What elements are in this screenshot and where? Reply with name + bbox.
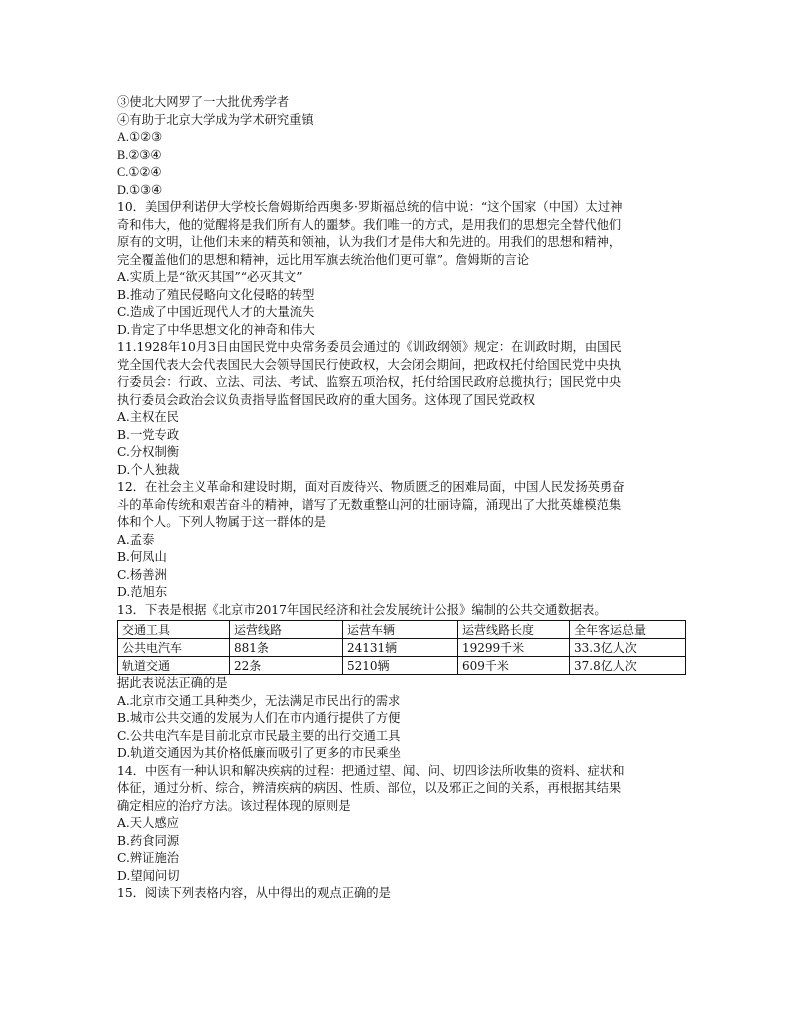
transit-data-table bbox=[117, 620, 686, 675]
q12-option-c: C.杨善洲 bbox=[117, 567, 167, 582]
q10-option-a: A.实质上是“欲灭其国”“必灭其文” bbox=[117, 270, 303, 284]
q14-option-b: B.药食同源 bbox=[117, 833, 180, 848]
q11-option-b: B.一党专政 bbox=[117, 427, 180, 442]
q14-text-line: 14．中医有一种认识和解决疾病的过程：把通过望、闻、问、切四诊法所收集的资料、症状和 bbox=[117, 763, 625, 778]
q10-option-b: B.推动了殖民侵略向文化侵略的转型 bbox=[117, 287, 315, 302]
table-cell: 33.3亿人次 bbox=[570, 639, 686, 657]
q14-option-d: D.望闻问切 bbox=[117, 868, 180, 883]
q14-option-a: A.天人感应 bbox=[117, 816, 179, 830]
table-cell: 24131辆 bbox=[343, 639, 458, 657]
q9-statement-3: ③使北大网罗了一大批优秀学者 bbox=[117, 95, 290, 109]
table-cell: 公共电汽车 bbox=[118, 639, 230, 657]
table-cell: 881条 bbox=[230, 639, 343, 657]
q12-text-line: 体和个人。下列人物属于这一群体的是 bbox=[117, 515, 327, 529]
q15-intro: 15．阅读下列表格内容，从中得出的观点正确的是 bbox=[117, 886, 391, 900]
table-cell: 22条 bbox=[230, 657, 343, 675]
table-header-cell: 运营车辆 bbox=[343, 621, 458, 639]
q13-intro: 13．下表是根据《北京市2017年国民经济和社会发展统计公报》编制的公共交通数据表。 bbox=[117, 602, 607, 617]
q12-text-line: 12．在社会主义革命和建设时期，面对百废待兴、物质匮乏的困难局面，中国人民发扬英勇奋 bbox=[117, 480, 625, 494]
q13-option-a: A.北京市交通工具种类少，无法满足市民出行的需求 bbox=[117, 693, 401, 708]
q10-text-line: 原有的文明，让他们未来的精英和领袖，认为我们才是伟大和先进的。用我们的思想和精神， bbox=[117, 235, 622, 249]
q9-option-a: A.①②③ bbox=[117, 130, 163, 144]
q10-text-line: 完全覆盖他们的思想和精神，远比用军旗去统治他们更可靠”。詹姆斯的言论 bbox=[117, 252, 530, 267]
table-header-cell: 全年客运总量 bbox=[570, 621, 686, 639]
table-cell: 轨道交通 bbox=[118, 657, 230, 675]
q14-text-line: 确定相应的治疗方法。该过程体现的原则是 bbox=[117, 798, 351, 813]
q11-text-line: 行委员会：行政、立法、司法、考试、监察五项治权，托付给国民政府总揽执行；国民党中央 bbox=[117, 375, 622, 389]
table-row bbox=[118, 639, 686, 657]
q10-text-line: 奇和伟大，他的觉醒将是我们所有人的噩梦。我们唯一的方式，是用我们的思想完全替代他们 bbox=[117, 217, 622, 232]
exam-page bbox=[117, 94, 682, 903]
table-header-cell: 运营线路 bbox=[230, 621, 343, 639]
q9-option-b: B.②③④ bbox=[117, 147, 162, 162]
q10-option-c: C.造成了中国近现代人才的大量流失 bbox=[117, 305, 315, 319]
q11-option-c: C.分权制衡 bbox=[117, 445, 180, 459]
table-cell: 19299千米 bbox=[458, 639, 570, 657]
q9-option-d: D.①③④ bbox=[117, 182, 163, 197]
table-cell: 5210辆 bbox=[343, 657, 458, 675]
q11-text-line: 党全国代表大会代表国民大会领导国民行使政权，大会闭会期间，把政权托付给国民党中央执 bbox=[117, 357, 622, 372]
q13-question: 据此表说法正确的是 bbox=[117, 676, 228, 690]
q14-text-line: 体征，通过分析、综合，辨清疾病的病因、性质、部位，以及邪正之间的关系，再根据其结果 bbox=[117, 781, 622, 795]
table-header-cell: 运营线路长度 bbox=[458, 621, 570, 639]
q11-text-line: 执行委员会政治会议负责指导监督国民政府的重大国务。这体现了国民党政权 bbox=[117, 392, 536, 407]
q12-option-a: A.孟泰 bbox=[117, 532, 155, 547]
q12-option-d: D.范旭东 bbox=[117, 585, 168, 599]
q13-option-c: C.公共电汽车是目前北京市民最主要的出行交通工具 bbox=[117, 728, 401, 743]
table-cell: 609千米 bbox=[458, 657, 570, 675]
q14-option-c: C.辨证施治 bbox=[117, 851, 180, 865]
q10-text-line: 10．美国伊利诺伊大学校长詹姆斯给西奥多·罗斯福总统的信中说：“这个国家（中国）太过神 bbox=[117, 200, 623, 214]
q11-text-line: 11.1928年10月3日由国民党中央常务委员会通过的《训政纲领》规定：在训政时期，由国民 bbox=[117, 340, 622, 354]
q11-option-a: A.主权在民 bbox=[117, 410, 179, 424]
q13-option-b: B.城市公共交通的发展为人们在市内通行提供了方便 bbox=[117, 711, 401, 725]
q13-option-d: D.轨道交通因为其价格低廉而吸引了更多的市民乘坐 bbox=[117, 746, 401, 760]
q9-statement-4: ④有助于北京大学成为学术研究重镇 bbox=[117, 112, 314, 127]
q11-option-d: D.个人独裁 bbox=[117, 462, 180, 477]
q12-option-b: B.何凤山 bbox=[117, 550, 167, 564]
table-row bbox=[118, 657, 686, 675]
q9-option-c: C.①②④ bbox=[117, 165, 162, 179]
q10-option-d: D.肯定了中华思想文化的神奇和伟大 bbox=[117, 322, 315, 337]
table-header-cell: 交通工具 bbox=[118, 621, 230, 639]
table-header-row bbox=[118, 621, 686, 639]
q12-text-line: 斗的革命传统和艰苦奋斗的精神，谱写了无数重整山河的壮丽诗篇，涌现出了大批英雄模范集 bbox=[117, 497, 622, 512]
table-cell: 37.8亿人次 bbox=[570, 657, 686, 675]
